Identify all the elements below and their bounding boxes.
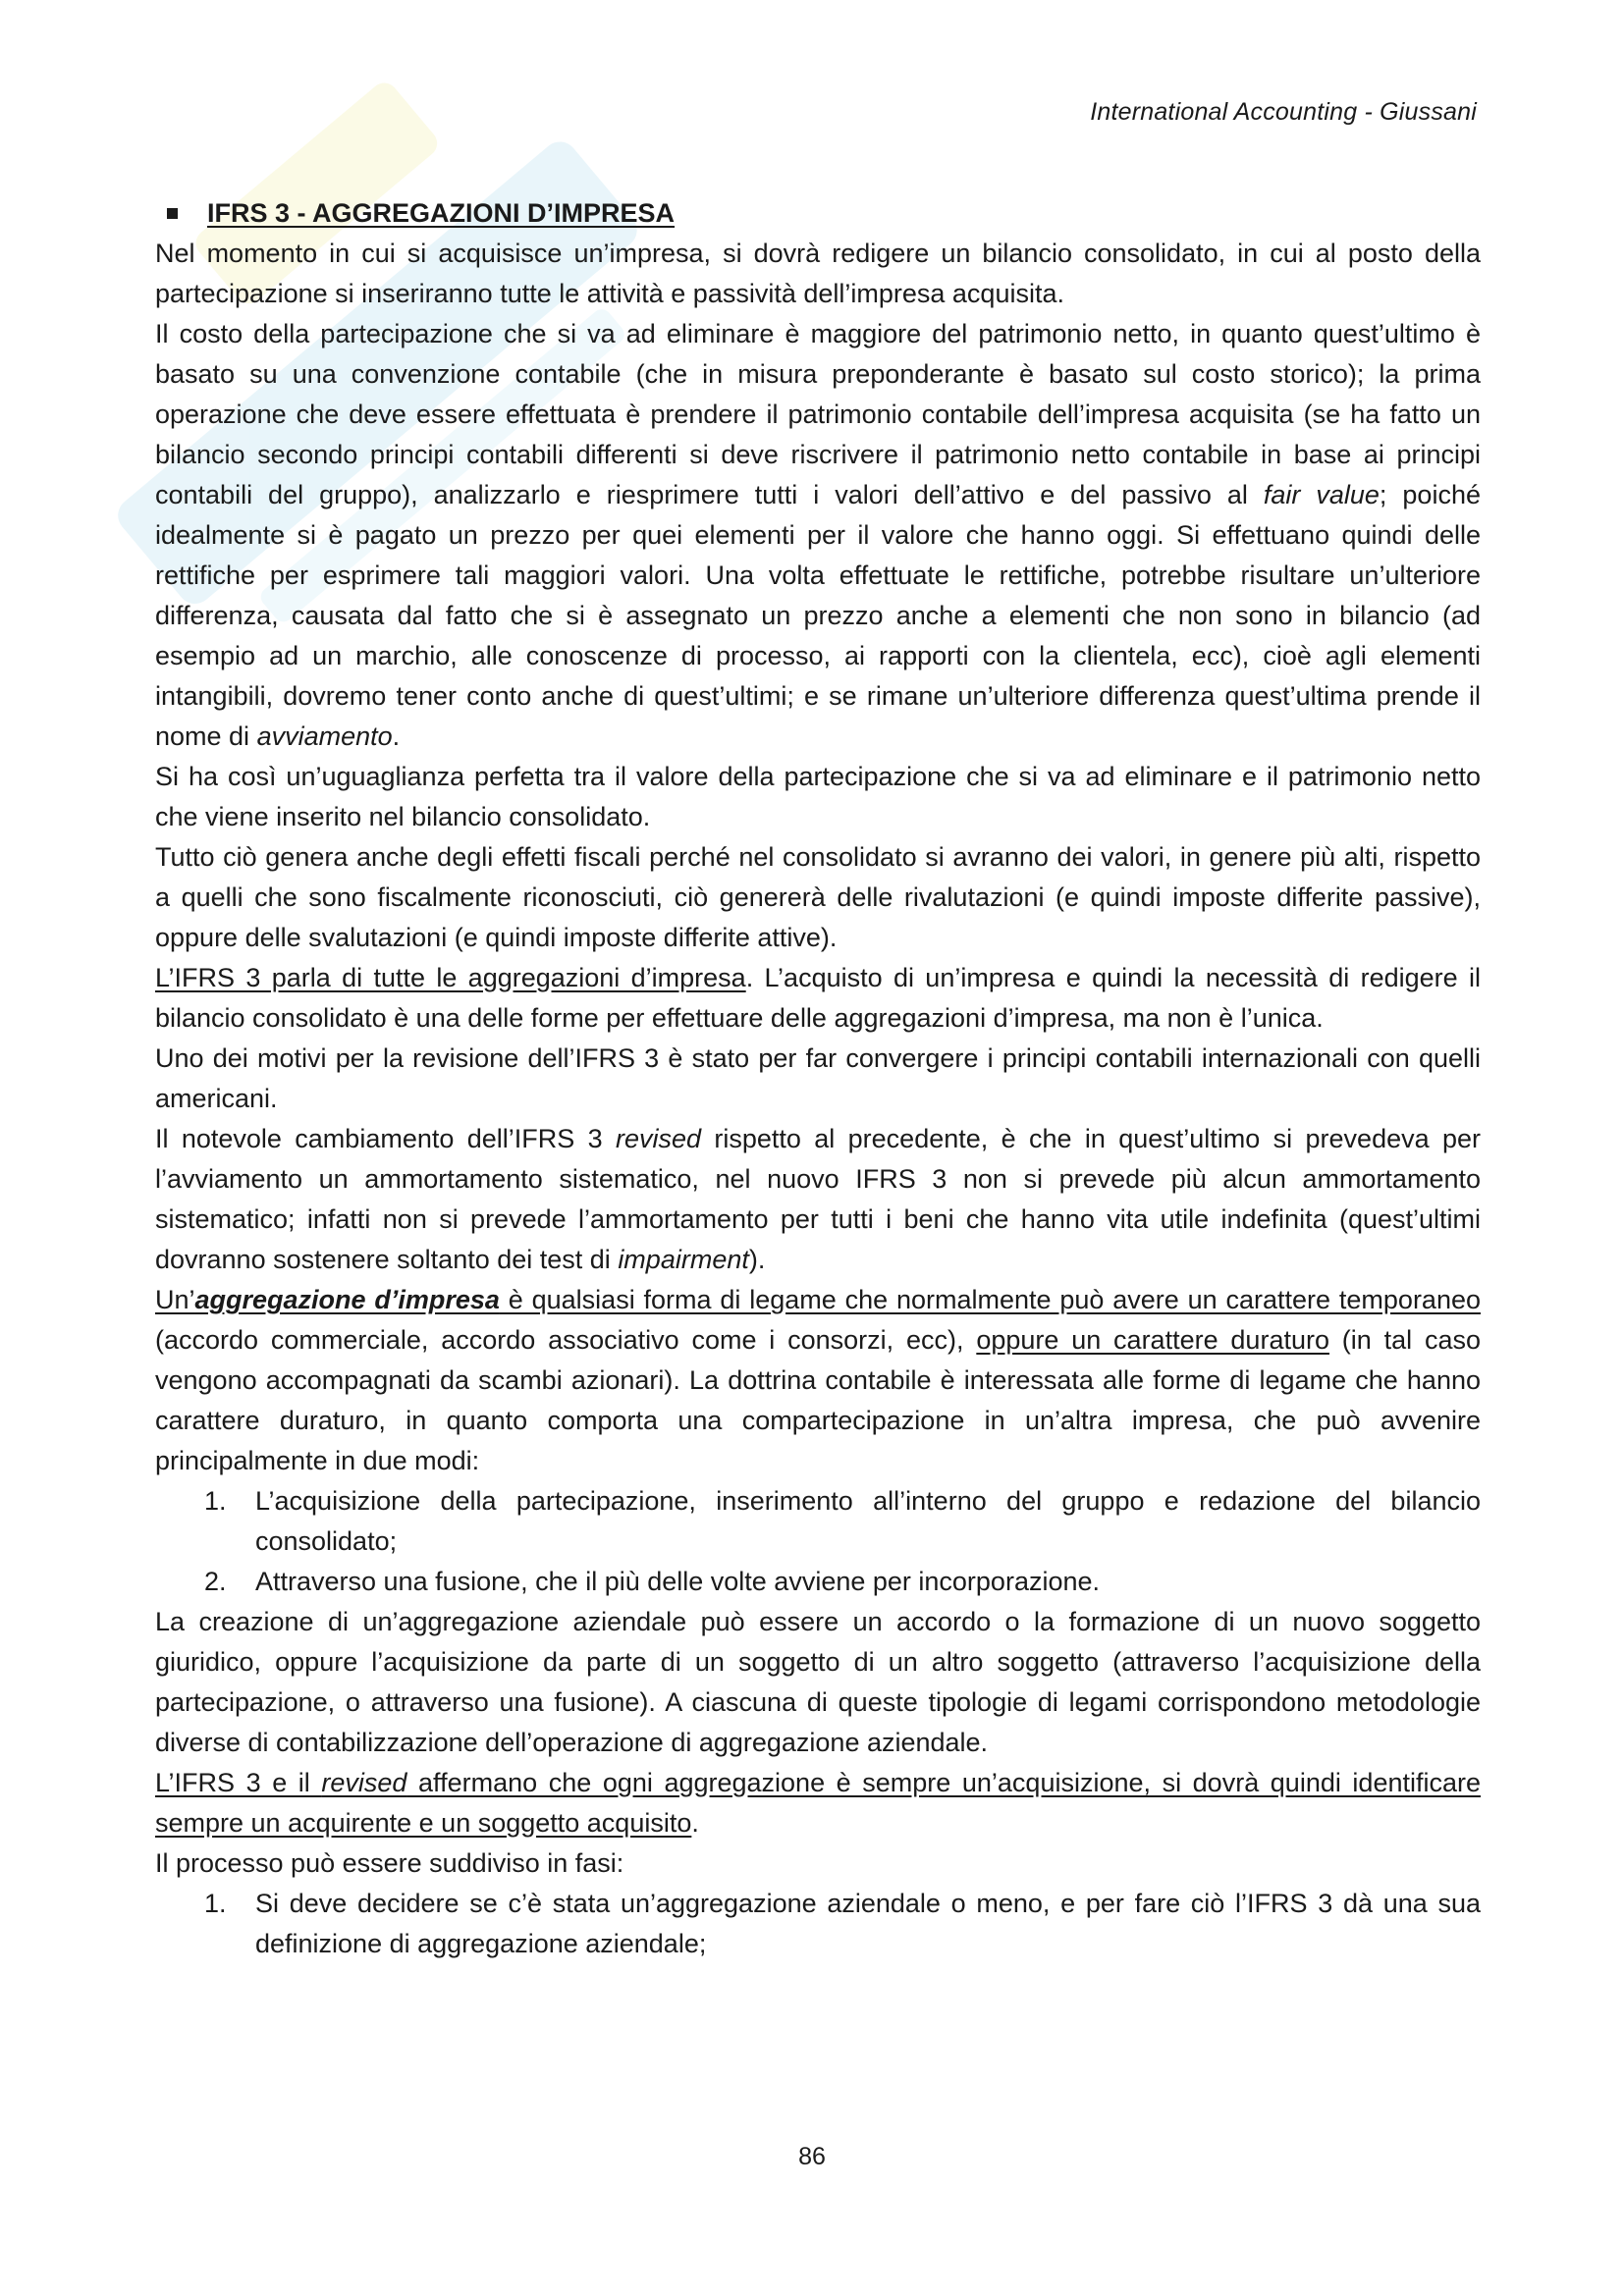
- p8-bold-term: aggregazione d’impresa: [194, 1285, 500, 1314]
- p8-text-a: Un’: [155, 1285, 195, 1314]
- paragraph-11: Il processo può essere suddiviso in fasi:: [155, 1848, 624, 1878]
- p7-text-a: Il notevole cambiamento dell’IFRS 3: [155, 1124, 616, 1153]
- paragraph-2: [155, 314, 1481, 757]
- list-item: [155, 1481, 1481, 1562]
- paragraph-3: Si ha così un’uguaglianza perfetta tra il valore della partecipazione che si va ad eliminare e il patrimonio netto che viene inserito nel bilancio consolidato.: [155, 762, 1481, 831]
- numbered-list-2: [155, 1884, 1481, 1964]
- paragraph-1: Nel momento in cui si acquisisce un’impresa, si dovrà redigere un bilancio consolidato, in cui al posto della partecipazione si inseriranno tutte le attività e passività dell’impresa acquisita.: [155, 239, 1481, 308]
- numbered-list-1: [155, 1481, 1481, 1602]
- square-bullet-icon: [167, 208, 178, 219]
- p8-underlined-definition: [155, 1285, 1481, 1314]
- paragraph-5: [155, 958, 1481, 1039]
- p8-text-c: è qualsiasi forma di legame che normalmente può avere un carattere temporaneo: [499, 1285, 1481, 1314]
- p8-text-d: (accordo commerciale, accordo associativo come i consorzi, ecc),: [155, 1325, 977, 1355]
- p10-text-c: affermano che ogni aggregazione è sempre un’acquisizione, si dovrà quindi identificare sempre un acquirente e un soggetto acquisito: [155, 1768, 1482, 1838]
- p5-text-b: . L’acquisto di un’impresa e quindi la necessità di redigere il bilancio consolidato è una delle forme per effettuare delle aggregazioni d’impresa, ma non è l’unica.: [155, 963, 1481, 1033]
- list-item-number: 1.: [204, 1486, 227, 1516]
- paragraph-8: [155, 1280, 1481, 1481]
- p2-text-a: Il costo della partecipazione che si va ad eliminare è maggiore del patrimonio netto, in quanto quest’ultimo è basato su una convenzione contabile (che in misura preponderante è basato sul costo storico); la prima operazione che deve essere effettuata è prendere il patrimonio contabile dell’impresa acquisita (se ha fatto un bilancio secondo principi contabili differenti si deve riscrivere il patrimonio netto contabile in base ai principi contabili del gruppo), analizzarlo e riesprimere tutti i valori dell’attivo e del passivo al: [155, 319, 1481, 509]
- list-item-number: 1.: [204, 1889, 227, 1918]
- p8-text-f: (in tal caso vengono accompagnati da scambi azionari). La dottrina contabile è interessata alle forme di legame che hanno carattere duraturo, in quanto comporta una compartecipazione in un’altra impresa, che può avvenire principalmente in due modi:: [155, 1325, 1481, 1475]
- list-item-text: Si deve decidere se c’è stata un’aggregazione aziendale o meno, e per fare ciò l’IFRS 3 dà una sua definizione di aggregazione aziendale;: [255, 1889, 1481, 1958]
- list-item: [155, 1562, 1481, 1602]
- p8-underlined-duraturo: oppure un carattere duraturo: [976, 1325, 1329, 1355]
- list-item: [155, 1884, 1481, 1964]
- paragraph-9: La creazione di un’aggregazione aziendale può essere un accordo o la formazione di un nuovo soggetto giuridico, oppure l’acquisizione da parte di un soggetto di un altro soggetto (attraverso l’acquisizione della partecipazione, o attraverso una fusione). A ciascuna di queste tipologie di legami corrispondono metodologie diverse di contabilizzazione dell’operazione di aggregazione aziendale.: [155, 1607, 1481, 1757]
- p2-italic-fair-value: fair value: [1263, 480, 1380, 509]
- list-item-text: Attraverso una fusione, che il più delle volte avviene per incorporazione.: [255, 1567, 1101, 1596]
- p10-italic-revised: revised: [321, 1768, 407, 1797]
- paragraph-6: Uno dei motivi per la revisione dell’IFRS 3 è stato per far convergere i principi contabili internazionali con quelli americani.: [155, 1043, 1481, 1113]
- p2-italic-avviamento: avviamento: [256, 721, 393, 751]
- list-item-number: 2.: [204, 1567, 227, 1596]
- paragraph-4: Tutto ciò genera anche degli effetti fiscali perché nel consolidato si avranno dei valori, in genere più alti, rispetto a quelli che sono fiscalmente riconosciuti, ciò genererà delle rivalutazioni (e quindi imposte differite passive), oppure delle svalutazioni (e quindi imposte differite attive).: [155, 842, 1481, 952]
- p2-text-e: .: [392, 721, 401, 751]
- p10-text-d: .: [691, 1808, 699, 1838]
- p10-text-a: L’IFRS 3 e il: [155, 1768, 322, 1797]
- p2-text-c: ; poiché idealmente si è pagato un prezzo per quei elementi per il valore che hanno oggi. Si effettuano quindi delle rettifiche per esprimere tali maggiori valori. Una volta effettuate le rettifiche, potrebbe risultare un’ulteriore differenza, causata dal fatto che si è assegnato un prezzo anche a elementi che non sono in bilancio (ad esempio ad un marchio, alle conoscenze di processo, ai rapporti con la clientela, ecc), cioè agli elementi intangibili, dovremo tener conto anche di quest’ultimi; e se rimane un’ulteriore differenza quest’ultima prende il nome di: [155, 480, 1481, 751]
- p7-italic-impairment: impairment: [618, 1245, 749, 1274]
- p7-italic-revised: revised: [615, 1124, 702, 1153]
- document-body: [155, 193, 1481, 1964]
- p7-text-e: ).: [748, 1245, 766, 1274]
- page-number: 86: [798, 2143, 826, 2170]
- p7-text-c: rispetto al precedente, è che in quest’ultimo si prevedeva per l’avviamento un ammortamento sistematico, nel nuovo IFRS 3 non si prevede più alcun ammortamento sistematico; infatti non si prevede l’ammortamento per tutti i beni che hanno vita utile indefinita (quest’ultimi dovranno sostenere soltanto dei test di: [155, 1124, 1481, 1274]
- paragraph-10: [155, 1763, 1481, 1843]
- page-header: International Accounting - Giussani: [1090, 98, 1477, 126]
- p5-underlined: L’IFRS 3 parla di tutte le aggregazioni d’impresa: [155, 963, 746, 992]
- p10-underlined: [155, 1768, 1481, 1838]
- section-title: IFRS 3 - AGGREGAZIONI D’IMPRESA: [207, 198, 676, 228]
- list-item-text: L’acquisizione della partecipazione, inserimento all’interno del gruppo e redazione del bilancio consolidato;: [255, 1486, 1481, 1556]
- section-heading: [155, 193, 1481, 234]
- paragraph-7: [155, 1119, 1481, 1280]
